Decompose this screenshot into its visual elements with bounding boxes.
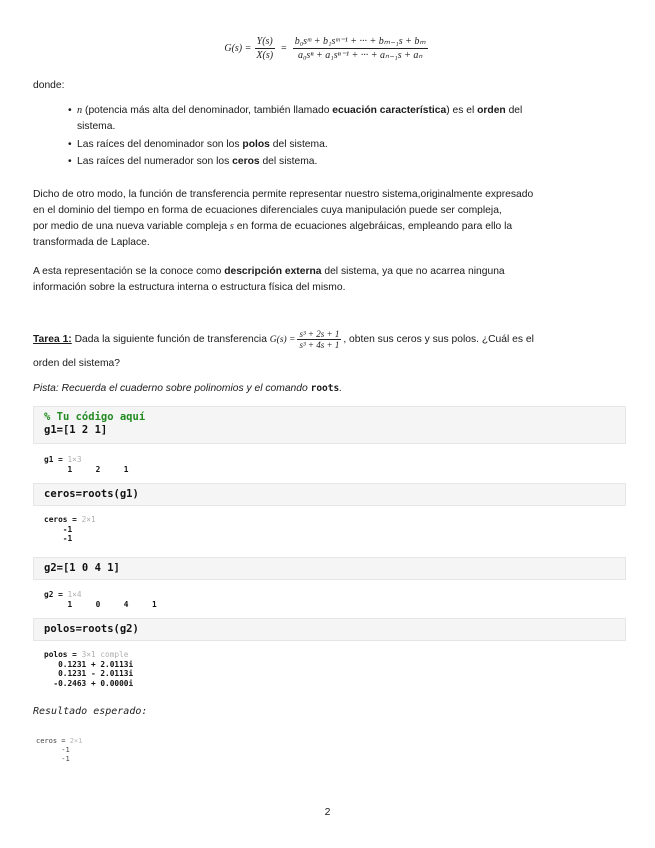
- code-cell-g1[interactable]: [33, 406, 626, 444]
- paragraph-external-description: A esta representación se la conoce como descripción externa del sistema, ya que no acarrea ninguna información sobre la estructura interna o estructura física del mismo.: [33, 266, 505, 293]
- task-1-line2: orden del sistema?: [33, 358, 121, 369]
- code-comment: % Tu código aquí: [44, 411, 146, 423]
- page-number: 2: [324, 806, 331, 818]
- code-cell-g2[interactable]: [33, 557, 626, 580]
- expected-result-output: ceros = 2×1 -1 -1: [36, 737, 83, 763]
- output-polos: polos = 3×1 comple 0.1231 + 2.0113i 0.1231 - 2.0113i -0.2463 + 0.0000i: [44, 650, 134, 688]
- donde-label: donde:: [33, 80, 65, 91]
- code-cell-polos[interactable]: [33, 618, 626, 641]
- output-ceros: ceros = 2×1 -1 -1: [44, 515, 96, 543]
- task-label: Tarea 1:: [33, 334, 72, 346]
- output-g2: g2 = 1×4 1 0 4 1: [44, 590, 157, 609]
- code-statement: g1=[1 2 1]: [44, 424, 108, 436]
- code-cell-ceros[interactable]: [33, 483, 626, 506]
- code-statement: ceros=roots(g1): [44, 488, 139, 500]
- bullet-zeros: • Las raíces del numerador son los ceros del sistema.: [68, 156, 318, 167]
- formula-lhs: G(s) =: [224, 43, 252, 54]
- hint-text: Pista: Recuerda el cuaderno sobre polinomios y el comando roots.: [33, 383, 343, 394]
- task-1-statement: Tarea 1: Dada la siguiente función de transferencia G(s) = $\frac{\text{s³ + 2s + 1}}{\text{s³ + 4s + 1}}$ , obten sus ceros y sus polos. ¿Cuál es el: [33, 329, 534, 350]
- bullet-order: • n (potencia más alta del denominador, también llamado ecuación característica) es el orden del sistema.: [68, 105, 523, 132]
- transfer-function-formula: G(s) = $\frac{Y(s)}{X(s)}$ = $\frac{\text{b₀sᵐ + b₁sᵐ⁻¹ + ··· + bₘ₋₁s + bₘ}}{\text{a₀sⁿ + a₁sⁿ⁻¹ + ··· + aₙ₋₁s + aₙ}}$: [224, 36, 426, 61]
- bullet-poles: • Las raíces del denominador son los polos del sistema.: [68, 139, 328, 150]
- formula-mid-fraction: $\frac{Y(s)}{X(s)}$: [256, 36, 274, 61]
- task-fraction: $\frac{\text{s³ + 2s + 1}}{\text{s³ + 4s + 1}}$: [299, 329, 340, 350]
- expected-result-title: Resultado esperado:: [33, 706, 148, 717]
- paragraph-transfer-function: Dicho de otro modo, la función de transferencia permite representar nuestro sistema,originalmente expresado en el dominio del tiempo en forma de ecuaciones diferenciales cuya manipulación puede ser compleja, por medio de una nueva variable compleja s en forma de ecuaciones algebráicas, empleando para ello la transformada de Laplace.: [33, 189, 534, 248]
- code-statement: polos=roots(g2): [44, 623, 139, 635]
- formula-rhs-fraction: $\frac{\text{b₀sᵐ + b₁sᵐ⁻¹ + ··· + bₘ₋₁s + bₘ}}{\text{a₀sⁿ + a₁sⁿ⁻¹ + ··· + aₙ₋₁s + aₙ}}$: [294, 36, 426, 61]
- code-statement: g2=[1 0 4 1]: [44, 562, 120, 574]
- output-g1: g1 = 1×3 1 2 1: [44, 455, 129, 474]
